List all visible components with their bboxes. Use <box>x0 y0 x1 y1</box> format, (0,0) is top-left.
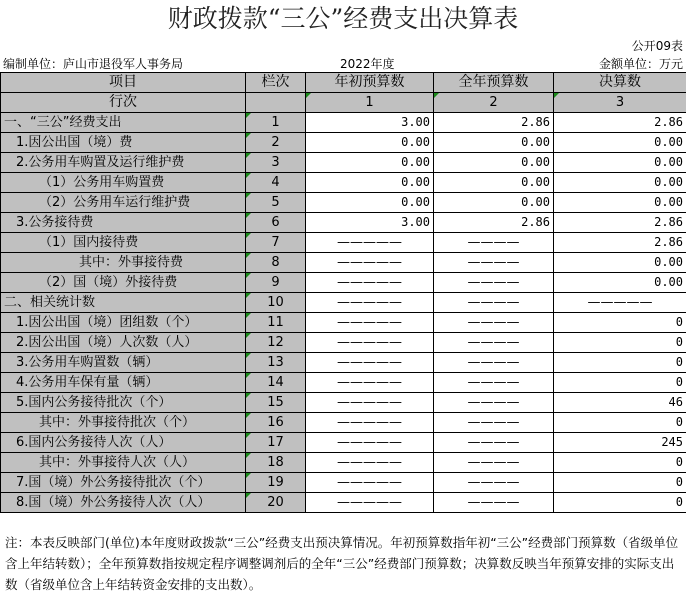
full-year-budget-cell: ———— <box>434 493 554 513</box>
fiscal-year: 2022年度 <box>340 57 395 71</box>
subheader-item: 行次 <box>1 93 246 113</box>
table-row <box>1 153 686 173</box>
initial-budget-cell: ————— <box>306 453 434 473</box>
final-accounts-cell: 0 <box>554 473 686 493</box>
final-accounts-cell: 0 <box>554 333 686 353</box>
full-year-budget-cell: ———— <box>434 233 554 253</box>
row-number: 20 <box>246 493 306 513</box>
full-year-budget-cell: 2.86 <box>434 213 554 233</box>
final-accounts-cell: 245 <box>554 433 686 453</box>
full-year-budget-cell: ———— <box>434 353 554 373</box>
header-row <box>1 73 686 93</box>
row-label: 4.公务用车保有量（辆） <box>1 373 246 393</box>
subheader-row <box>1 93 686 113</box>
initial-budget-cell: ————— <box>306 473 434 493</box>
row-number: 12 <box>246 333 306 353</box>
final-accounts-cell: 0 <box>554 313 686 333</box>
subheader-c3: 3 <box>554 93 686 113</box>
row-label: 6.国内公务接待人次（人） <box>1 433 246 453</box>
initial-budget-cell: 0.00 <box>306 193 434 213</box>
final-accounts-cell: 46 <box>554 393 686 413</box>
table-row <box>1 113 686 133</box>
money-unit: 金额单位：万元 <box>598 57 683 71</box>
row-label: 2.公务用车购置及运行维护费 <box>1 153 246 173</box>
initial-budget-cell: 0.00 <box>306 153 434 173</box>
header-item: 项目 <box>1 73 246 93</box>
table-row <box>1 253 686 273</box>
row-number: 8 <box>246 253 306 273</box>
initial-budget-cell: ————— <box>306 413 434 433</box>
row-label: 8.国（境）外公务接待人次（人） <box>1 493 246 513</box>
header-final-accounts: 决算数 <box>554 73 686 93</box>
table-row <box>1 393 686 413</box>
row-label: 二、相关统计数 <box>1 293 246 313</box>
final-accounts-cell: 0 <box>554 413 686 433</box>
final-accounts-cell: 0.00 <box>554 173 686 193</box>
initial-budget-cell: 0.00 <box>306 133 434 153</box>
initial-budget-cell: ————— <box>306 333 434 353</box>
row-number: 15 <box>246 393 306 413</box>
row-number: 17 <box>246 433 306 453</box>
row-label: （1）公务用车购置费 <box>1 173 246 193</box>
subheader-col <box>246 93 306 113</box>
table-row <box>1 313 686 333</box>
row-number: 10 <box>246 293 306 313</box>
initial-budget-cell: ————— <box>306 393 434 413</box>
full-year-budget-cell: ———— <box>434 433 554 453</box>
initial-budget-cell: ————— <box>306 433 434 453</box>
full-year-budget-cell: 2.86 <box>434 113 554 133</box>
row-label: 1.因公出国（境）费 <box>1 133 246 153</box>
final-accounts-cell: 2.86 <box>554 233 686 253</box>
row-number: 14 <box>246 373 306 393</box>
row-label: 7.国（境）外公务接待批次（个） <box>1 473 246 493</box>
row-label: 1.因公出国（境）团组数（个） <box>1 313 246 333</box>
row-label: （2）公务用车运行维护费 <box>1 193 246 213</box>
row-label: 其中：外事接待人次（人） <box>1 453 246 473</box>
table-row <box>1 473 686 493</box>
final-accounts-cell: 0 <box>554 453 686 473</box>
final-accounts-cell: 0 <box>554 353 686 373</box>
compiling-unit: 编制单位：庐山市退役军人事务局 <box>3 57 184 71</box>
row-number: 3 <box>246 153 306 173</box>
header-full-year-budget: 全年预算数 <box>434 73 554 93</box>
initial-budget-cell: 3.00 <box>306 113 434 133</box>
final-accounts-cell: 0.00 <box>554 273 686 293</box>
table-row <box>1 233 686 253</box>
row-label: 其中：外事接待批次（个） <box>1 413 246 433</box>
table-row <box>1 373 686 393</box>
footnote: 注：本表反映部门(单位)本年度财政拨款“三公”经费支出预决算情况。年初预算数指年初“三公”经费部门预算数（省级单位含上年结转数）；全年预算数指按规定程序调整调剂后的全年“三公”经费部门预算数；决算数反映当年预算安排的实际支出数（省级单位含上年结转资金安排的支出数）。 <box>5 535 679 592</box>
full-year-budget-cell: ———— <box>434 473 554 493</box>
row-label: 5.国内公务接待批次（个） <box>1 393 246 413</box>
row-number: 4 <box>246 173 306 193</box>
table-row <box>1 353 686 373</box>
final-accounts-cell: 0 <box>554 493 686 513</box>
form-number: 公开09表 <box>631 39 683 53</box>
initial-budget-cell: 0.00 <box>306 173 434 193</box>
full-year-budget-cell: ———— <box>434 333 554 353</box>
full-year-budget-cell: ———— <box>434 393 554 413</box>
row-number: 19 <box>246 473 306 493</box>
full-year-budget-cell: ———— <box>434 273 554 293</box>
final-accounts-cell: 2.86 <box>554 113 686 133</box>
row-label: 3.公务用车购置数（辆） <box>1 353 246 373</box>
full-year-budget-cell: 0.00 <box>434 193 554 213</box>
row-number: 9 <box>246 273 306 293</box>
row-number: 16 <box>246 413 306 433</box>
row-number: 1 <box>246 113 306 133</box>
table-row <box>1 213 686 233</box>
initial-budget-cell: ————— <box>306 353 434 373</box>
full-year-budget-cell: ———— <box>434 293 554 313</box>
row-number: 18 <box>246 453 306 473</box>
initial-budget-cell: 3.00 <box>306 213 434 233</box>
full-year-budget-cell: 0.00 <box>434 173 554 193</box>
final-accounts-cell: 0 <box>554 373 686 393</box>
row-label: 3.公务接待费 <box>1 213 246 233</box>
row-number: 5 <box>246 193 306 213</box>
initial-budget-cell: ————— <box>306 233 434 253</box>
table-row <box>1 173 686 193</box>
table-row <box>1 273 686 293</box>
final-accounts-cell: 0.00 <box>554 153 686 173</box>
row-number: 11 <box>246 313 306 333</box>
row-number: 6 <box>246 213 306 233</box>
row-number: 13 <box>246 353 306 373</box>
header-col: 栏次 <box>246 73 306 93</box>
initial-budget-cell: ————— <box>306 253 434 273</box>
full-year-budget-cell: ———— <box>434 373 554 393</box>
table-row <box>1 333 686 353</box>
final-accounts-cell: ————— <box>554 293 686 313</box>
header-initial-budget: 年初预算数 <box>306 73 434 93</box>
full-year-budget-cell: 0.00 <box>434 153 554 173</box>
table-row <box>1 433 686 453</box>
final-accounts-cell: 0.00 <box>554 133 686 153</box>
table-row <box>1 133 686 153</box>
full-year-budget-cell: 0.00 <box>434 133 554 153</box>
table-row <box>1 493 686 513</box>
full-year-budget-cell: ———— <box>434 253 554 273</box>
final-accounts-cell: 0.00 <box>554 253 686 273</box>
full-year-budget-cell: ———— <box>434 313 554 333</box>
table-row <box>1 193 686 213</box>
row-label: 一、“三公”经费支出 <box>1 113 246 133</box>
row-number: 7 <box>246 233 306 253</box>
final-accounts-cell: 0.00 <box>554 193 686 213</box>
subheader-c2: 2 <box>434 93 554 113</box>
initial-budget-cell: ————— <box>306 493 434 513</box>
row-number: 2 <box>246 133 306 153</box>
row-label: 2.因公出国（境）人次数（人） <box>1 333 246 353</box>
table-row <box>1 293 686 313</box>
full-year-budget-cell: ———— <box>434 453 554 473</box>
table-row <box>1 453 686 473</box>
initial-budget-cell: ————— <box>306 273 434 293</box>
initial-budget-cell: ————— <box>306 313 434 333</box>
initial-budget-cell: ————— <box>306 373 434 393</box>
row-label: （1）国内接待费 <box>1 233 246 253</box>
initial-budget-cell: ————— <box>306 293 434 313</box>
row-label: 其中：外事接待费 <box>1 253 246 273</box>
row-label: （2）国（境）外接待费 <box>1 273 246 293</box>
subheader-c1: 1 <box>306 93 434 113</box>
final-accounts-cell: 2.86 <box>554 213 686 233</box>
page-title: 财政拨款“三公”经费支出决算表 <box>167 4 519 33</box>
table-row <box>1 413 686 433</box>
expenditure-table <box>0 72 686 513</box>
full-year-budget-cell: ———— <box>434 413 554 433</box>
